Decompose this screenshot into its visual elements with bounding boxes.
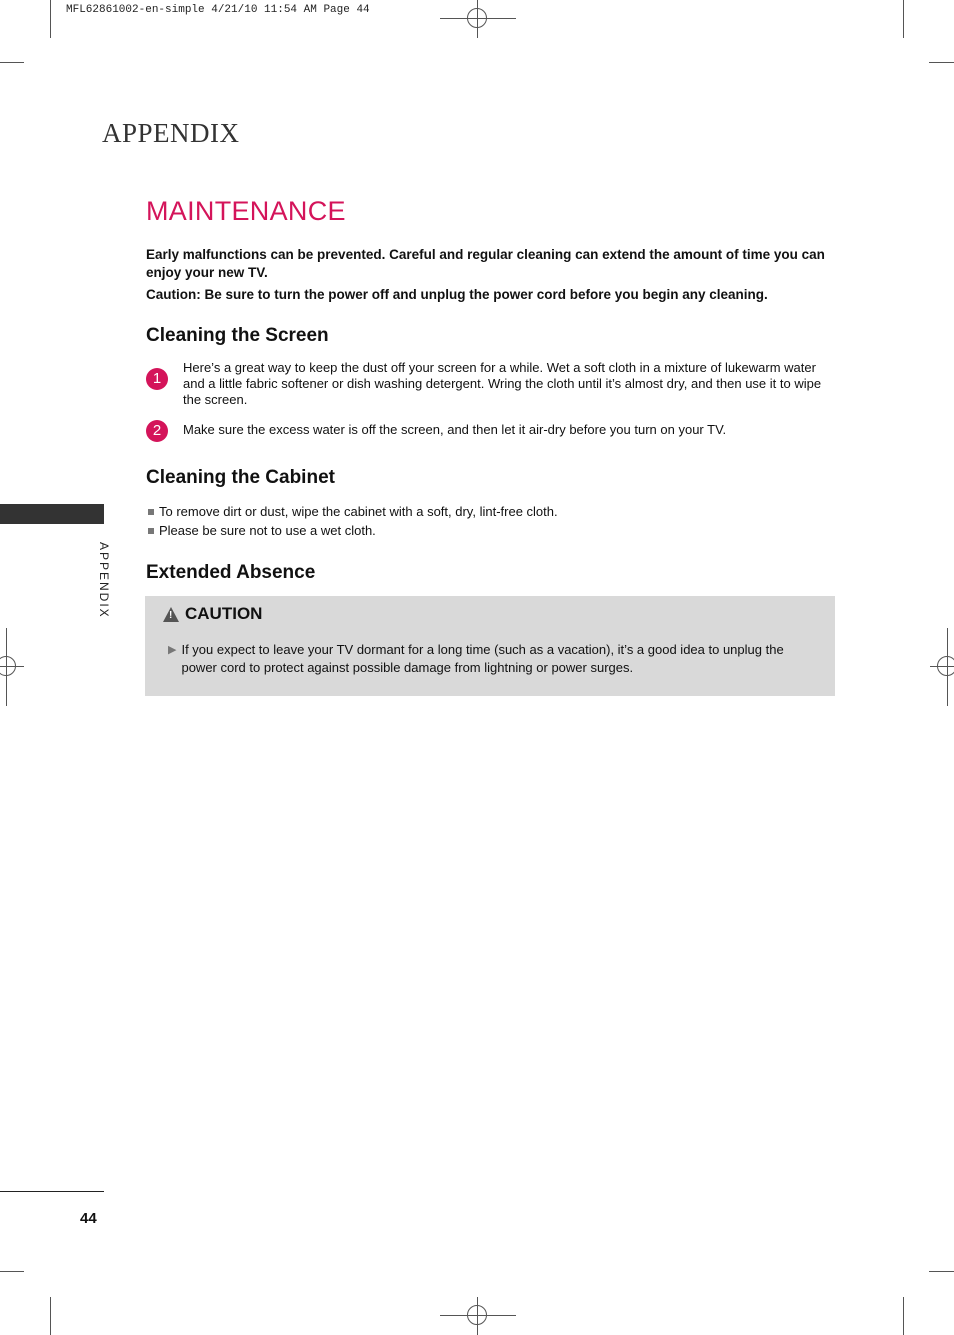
caution-header [163,604,262,624]
caution-text-block [168,641,808,677]
list-item-text: To remove dirt or dust, wipe the cabinet with a soft, dry, lint-free cloth. [159,504,558,519]
crop-mark [903,0,904,38]
side-tab-label: APPENDIX [97,542,111,619]
registration-mark [0,656,16,676]
step-text: Make sure the excess water is off the screen, and then let it air-dry before you turn on your TV. [183,422,727,437]
step-number-badge: 2 [146,420,168,442]
caution-text: If you expect to leave your TV dormant for a long time (such as a vacation), it’s a good idea to unplug the power cord to protect against possible damage from lightning or power surges. [181,642,784,675]
print-slug: MFL62861002-en-simple 4/21/10 11:54 AM Page 44 [66,4,370,16]
section-title: APPENDIX [102,118,240,148]
list-item [148,521,558,540]
side-tab-bar [0,504,104,524]
list-item-text: Please be sure not to use a wet cloth. [159,523,376,538]
cleaning-screen-heading: Cleaning the Screen [146,325,329,346]
cabinet-bullet-list [148,502,558,540]
crop-mark [903,1297,904,1335]
intro-caution-line: Caution: Be sure to turn the power off and unplug the power cord before you begin any cleaning. [146,287,768,302]
step-text: Here’s a great way to keep the dust off your screen for a while. Wet a soft cloth in a mixture of lukewarm water and a little fabric softener or dish washing detergent. Wring the cloth until it’s almost dry, and then use it to wipe the screen. [183,360,822,407]
arrow-right-icon: ▶ [168,644,177,656]
crop-mark [929,62,954,63]
warning-triangle-icon: ! [163,607,179,622]
registration-mark [467,1305,487,1325]
intro-line: Early malfunctions can be prevented. Careful and regular cleaning can extend the amount of time you can enjoy your new TV. [146,247,825,280]
crop-mark [0,62,24,63]
crop-mark [929,1271,954,1272]
page-title: MAINTENANCE [146,196,346,226]
registration-mark [937,656,954,676]
page-number: 44 [80,1210,97,1227]
bullet-square-icon [148,528,154,534]
caution-label: CAUTION [185,604,263,623]
crop-mark [50,1297,51,1335]
crop-mark [0,1271,24,1272]
registration-mark [467,8,487,28]
cleaning-cabinet-heading: Cleaning the Cabinet [146,467,335,488]
page-number-rule [0,1191,104,1192]
step-number-badge: 1 [146,368,168,390]
crop-mark [50,0,51,38]
extended-absence-heading: Extended Absence [146,562,316,583]
bullet-square-icon [148,509,154,515]
intro-text [146,246,826,308]
list-item [148,502,558,521]
